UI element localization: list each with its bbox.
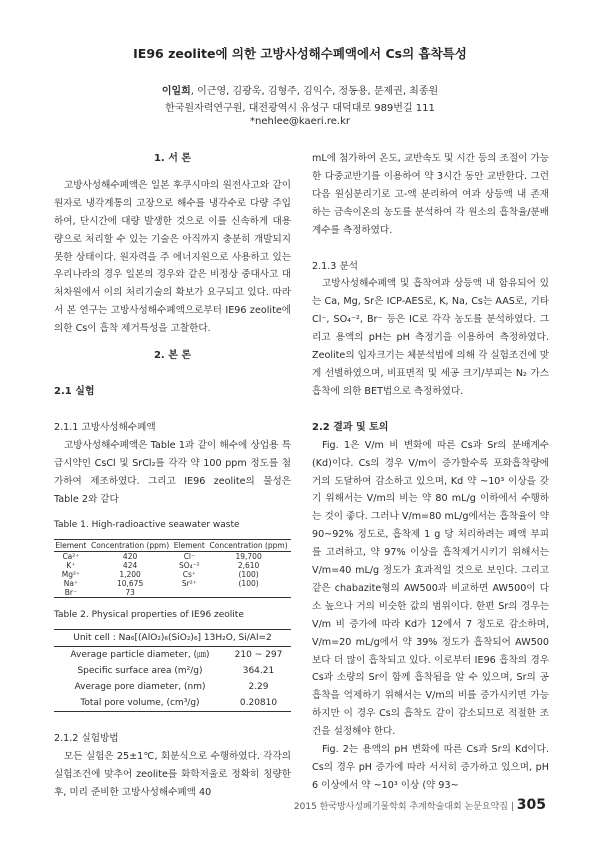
table1-cell: 2,610 <box>237 561 260 571</box>
coauthors: , 이근영, 김광욱, 김형주, 김익수, 정동용, 문제권, 최종원 <box>190 86 439 97</box>
table1-cell: Br⁻ <box>54 588 88 598</box>
table2-unit-cell: Unit cell : Na₆[(AlO₂)₆(SiO₂)₆] 13H₂O, Si/Al=2 <box>54 630 291 647</box>
intro-paragraph: 고방사성해수폐액은 일본 후쿠시마의 원전사고와 같이 원자로 냉각계통의 고장으로 해수를 냉각수로 다량 주입하여, 단시간에 대량 발생한 것으로 이를 신속하게 대용량으로 처리할 수 있는 기술은 아직까지 충분히 개발되지 못한 상태이다. 원자력을 주 에너지원으로 사용하고 있는 우리나라의 경우 일본의 경우와 같은 비정상 중대사고 대처차원에서 이의 처리기술의 확보가 요구되고 있다. 따라서 본 연구는 고방사성해수폐액으로부터 IE96 zeolite에 의한 Cs이 흡착 제거특성을 고찰한다. <box>54 179 291 335</box>
section-2-2-paragraph-1: Fig. 1은 V/m 비 변화에 따른 Cs과 Sr의 분배계수(Kd)이다. Cs의 경우 V/m이 증가할수록 포화흡착량에 거의 도달하여 감소하고 있으며, Kd 약 ~10³ 이상을 갖기 위해서는 V/m의 비는 약 80 mL/g 이하에서 수행하는 것이 좋다. 그러나 V/m=80 mL/g에서는 흡착율이 약 90~92% 정도로, 흡착제 1 g 당 처리하려는 폐액 부피를 고려하고, 약 97% 이상을 흡착제거시키기 위해서는 V/m=40 mL/g 정도가 효과적일 것으로 보인다. 그리고 같은 chabazite형의 AW500과 비교하면 AW500이 다소 높으나 거의 비슷한 값의 범위이다. 한편 Sr의 경우는 V/m 비 증가에 따라 Kd가 12에서 7 정도로 감소하며, V/m=20 mL/g에서 약 39% 정도가 흡착되어 AW500 보다 더 많이 흡착되고 있다. 이로부터 IE96 흡착의 경우 Cs과 소량의 Sr이 함께 흡착됨을 알 수 있으며, Sr의 공흡착을 억제하기 위해서는 V/m의 비를 증가시키면 가능하지만 이 경우 Cs의 흡착도 같이 감소되므로 적절한 조건을 설정해야 한다. <box>312 439 549 738</box>
table1-row <box>54 570 291 579</box>
table1-cell: SO₄⁻² <box>179 561 200 571</box>
table1-row <box>54 552 291 562</box>
section-2-1-3-heading: 2.1.3 분석 <box>312 260 358 272</box>
table1-cell: (100) <box>238 579 259 589</box>
table2-cell: Total pore volume, (cm³/g) <box>54 695 226 712</box>
table1-header: Element <box>173 541 205 551</box>
section-2-2-paragraph-2: Fig. 2는 용액의 pH 변화에 따른 Cs과 Sr의 Kd이다. Cs의 경우 pH 증가에 따라 서서히 증가하고 있으며, pH 6 이상에서 약 ~10³ 이상 (약 93~ <box>312 744 549 791</box>
table2-cell: Average particle diameter, (㎛) <box>70 650 210 661</box>
section-2-1-2-heading: 2.1.2 실험방법 <box>54 733 119 745</box>
table1-cell: 424 <box>122 561 138 571</box>
left-column <box>54 150 291 802</box>
table2 <box>54 629 291 712</box>
table1-cell: Mg²⁺ <box>61 570 80 580</box>
continued-paragraph: mL에 첨가하여 온도, 교반속도 및 시간 등의 조절이 가능한 다중교반기를 이용하여 약 3시간 동안 교반한다. 그런 다음 원심분리기로 고-액 분리하여 여과 상등액 내 존재하는 금속이온의 농도를 분석하여 각 원소의 흡착율/분배계수를 측정하였다. <box>312 153 549 236</box>
table1-cell: 1,200 <box>119 570 141 580</box>
section-2-1-2-paragraph: 모든 실험은 25±1℃, 회분식으로 수행하였다. 각각의 실험조건에 맞추어 zeolite를 화학저울로 정확히 칭량한 후, 미리 준비한 고방사성해수폐액 40 <box>54 751 291 798</box>
page-footer <box>294 797 546 813</box>
table2-unit-row <box>54 630 291 647</box>
table2-cell: 364.21 <box>242 666 275 677</box>
table1-cell: 73 <box>88 588 173 598</box>
table1-cell: 10,675 <box>116 579 144 589</box>
section-body-heading: 2. 본 론 <box>153 350 192 362</box>
table2-row <box>54 663 291 679</box>
right-column <box>312 150 549 795</box>
table1-row <box>54 561 291 570</box>
table1-header: Concentration (ppm) <box>88 540 173 552</box>
table2-cell: Specific surface area (m²/g) <box>77 666 203 677</box>
table2-row <box>54 679 291 695</box>
lead-author: 이일희 <box>161 86 191 97</box>
section-2-1-heading: 2.1 실험 <box>54 385 95 397</box>
table2-caption: Table 2. Physical properties of IE96 zeolite <box>54 610 244 621</box>
email: *nehlee@kaeri.re.kr <box>250 116 350 127</box>
table1-cell <box>206 588 291 598</box>
table1-cell: Na⁺ <box>63 579 78 589</box>
paper-title: IE96 zeolite에 의한 고방사성해수폐액에서 Cs의 흡착특성 <box>133 46 467 61</box>
table1-cell: K⁺ <box>66 561 76 571</box>
table1-cell: Cs⁺ <box>182 570 196 580</box>
author-line <box>0 82 600 97</box>
section-2-1-1-paragraph: 고방사성해수폐액은 Table 1과 같이 해수에 상업용 특급시약인 CsCl 및 SrCl₂를 각각 약 100 ppm 정도를 첨가하여 제조하였다. 그리고 IE96 zeolite의 물성은 Table 2와 같다 <box>54 439 291 505</box>
table2-row <box>54 695 291 712</box>
table1-cell: 19,700 <box>235 552 262 562</box>
table1-caption: Table 1. High-radioactive seawater waste <box>54 520 240 531</box>
table1-cell: Ca²⁺ <box>62 552 80 562</box>
table2-cell: 2.29 <box>248 682 269 693</box>
table1-header: Concentration (ppm) <box>206 540 291 552</box>
table1-cell: 420 <box>122 552 138 562</box>
footer-journal: 2015 한국방사성폐기물학회 추계학술대회 논문요약집 | <box>293 802 514 812</box>
table2-cell: 0.20810 <box>226 695 291 712</box>
table1-cell: (100) <box>238 570 259 580</box>
table1 <box>54 539 291 598</box>
page-number: 305 <box>516 797 546 813</box>
table2-row <box>54 647 291 664</box>
section-2-1-3-paragraph: 고방사성해수폐액 및 흡착여과 상등액 내 함유되어 있는 Ca, Mg, Sr은 ICP-AES로, K, Na, Cs는 AAS로, 기타 Cl⁻, SO₄⁻², Br⁻ 등은 IC로 각각 농도를 분석하였다. 그리고 용액의 pH는 pH 측정기을 이용하여 측정하였다. Zeolite의 입자크기는 체분석법에 의해 각 실험조건에 맞게 선별하였으며, 비표면적 및 세공 크기/부피는 N₂ 가스 흡착에 의한 BET법으로 측정하였다. <box>312 278 549 397</box>
section-2-2-heading: 2.2 결과 및 토의 <box>312 421 389 433</box>
table1-cell: Sr²⁺ <box>181 579 197 589</box>
affiliation: 한국원자력연구원, 대전광역시 유성구 대덕대로 989번길 111 <box>165 103 435 114</box>
table1-row <box>54 588 291 598</box>
section-2-1-1-heading: 2.1.1 고방사성해수폐액 <box>54 421 156 433</box>
table1-cell: Cl⁻ <box>183 552 195 562</box>
section-intro-heading: 1. 서 론 <box>153 153 192 164</box>
table2-cell: 210 ~ 297 <box>234 650 283 661</box>
table2-cell: Average pore diameter, (nm) <box>74 682 206 693</box>
table1-header: Element <box>55 541 87 551</box>
table1-cell <box>172 588 206 598</box>
table1-row <box>54 579 291 588</box>
